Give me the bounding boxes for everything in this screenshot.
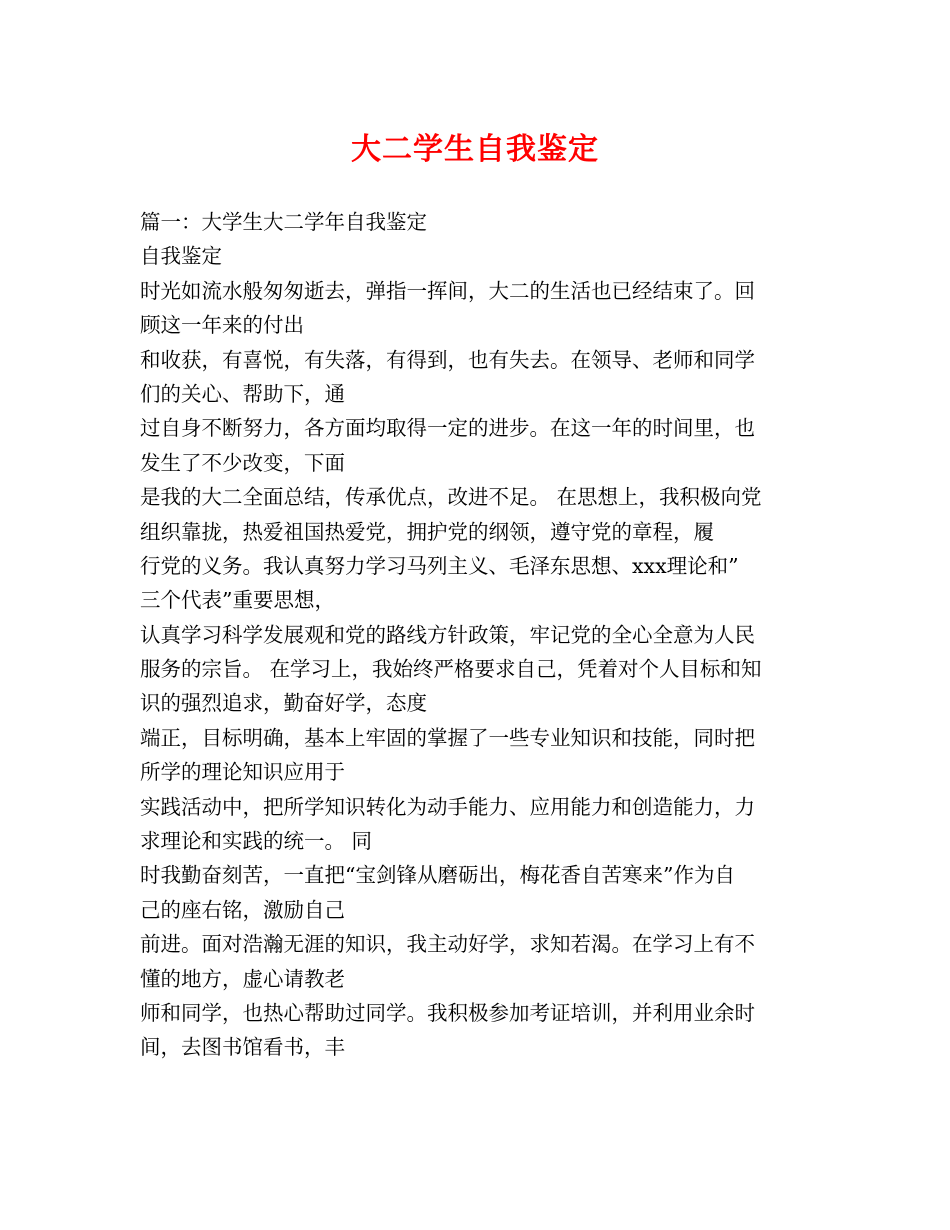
text-line: 前进。面对浩瀚无涯的知识，我主动好学，求知若渴。在学习上有不 [140,932,755,957]
text-line: 懂的地方，虚心请教老 [140,966,345,991]
text-line: 间，去图书馆看书，丰 [140,1035,345,1060]
text-line: 行党的义务。我认真努力学习马列主义、毛泽东思想、xxx理论和” [140,553,739,578]
text-line: 过自身不断努力，各方面均取得一定的进步。在这一年的时间里，也 [140,416,755,441]
document-body [140,205,820,1065]
text-line: 时光如流水般匆匆逝去，弹指一挥间，大二的生活也已经结束了。回 [140,278,755,303]
text-line: 求理论和实践的统一。 同 [140,829,373,854]
text-line: 服务的宗旨。 在学习上，我始终严格要求自己，凭着对个人目标和知 [140,657,762,682]
text-line: 和收获，有喜悦，有失落，有得到，也有失去。在领导、老师和同学 [140,347,755,372]
text-line: 师和同学，也热心帮助过同学。我积极参加考证培训，并利用业余时 [140,1000,755,1025]
text-line: 是我的大二全面总结，传承优点，改进不足。 在思想上，我积极向党 [140,485,762,510]
text-line: 三个代表”重要思想， [140,588,335,613]
text-line: 自我鉴定 [140,244,222,269]
text-line: 篇一：大学生大二学年自我鉴定 [140,210,427,234]
text-line: 时我勤奋刻苦，一直把“宝剑锋从磨砺出，梅花香自苦寒来”作为自 [140,863,735,888]
text-line: 所学的理论知识应用于 [140,760,345,785]
text-line: 顾这一年来的付出 [140,313,304,338]
text-line: 识的强烈追求，勤奋好学，态度 [140,691,427,716]
text-line: 发生了不少改变，下面 [140,450,345,475]
text-line: 们的关心、帮助下，通 [140,381,345,406]
text-line: 实践活动中，把所学知识转化为动手能力、应用能力和创造能力，力 [140,794,755,819]
document-title: 大二学生自我鉴定 [351,132,599,167]
text-line: 端正，目标明确，基本上牢固的掌握了一些专业知识和技能，同时把 [140,725,755,750]
text-line: 己的座右铭，激励自己 [140,897,345,922]
text-line: 认真学习科学发展观和党的路线方针政策，牢记党的全心全意为人民 [140,622,755,647]
text-line: 组织靠拢，热爱祖国热爱党，拥护党的纲领，遵守党的章程，履 [140,519,714,544]
